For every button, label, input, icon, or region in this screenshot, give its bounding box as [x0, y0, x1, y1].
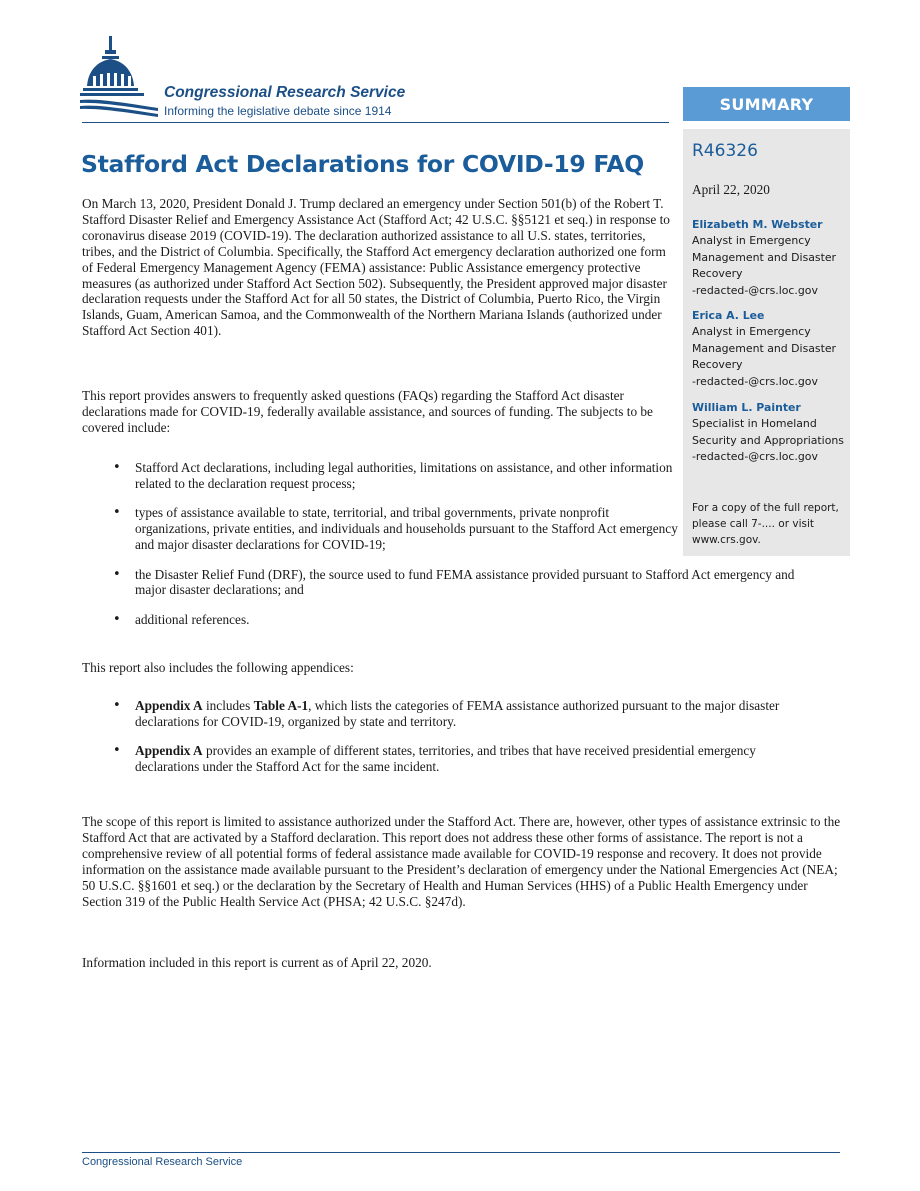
author-role: Specialist in Homeland Security and Appropriations — [692, 417, 844, 447]
report-date: April 22, 2020 — [692, 182, 770, 197]
appendix-label: Appendix A — [135, 698, 203, 713]
author-block — [692, 400, 844, 466]
org-name: Congressional Research Service — [164, 84, 406, 101]
author-role: Analyst in Emergency Management and Disaster Recovery — [692, 234, 837, 281]
author-email: -redacted-@crs.loc.gov — [692, 283, 818, 297]
list-item: • the Disaster Relief Fund (DRF), the source used to fund FEMA assistance provided pursuant to Stafford Act emergency and major disaster declarations; and — [82, 567, 795, 599]
appendix-label: Appendix A — [135, 743, 203, 759]
header-rule — [82, 122, 669, 123]
list-item: • Stafford Act declarations, including legal authorities, limitations on assistance, and other information related to the declaration request process; — [82, 460, 682, 492]
currency-paragraph: Information included in this report is current as of April 22, 2020. — [82, 955, 432, 970]
footer-text: Congressional Research Service — [82, 1156, 243, 1168]
list-item: • additional references. — [82, 612, 682, 628]
author-block — [692, 217, 844, 299]
list-text: provides an example of different states, territories, and tribes that have received presidential emergency declarations under the Stafford Act for the same incident. — [135, 743, 756, 775]
capitol-dome-icon — [80, 34, 160, 124]
author-name[interactable]: William L. Painter — [692, 401, 801, 414]
crs-logo — [80, 34, 480, 124]
summary-heading: SUMMARY — [683, 87, 850, 121]
intro-paragraph: On March 13, 2020, President Donald J. Trump declared an emergency under Section 501(b) of the Robert T. Stafford Disaster Relief and Emergency Assistance Act (Stafford Act; 42 U.S.C. §§5121 et seq.) in response to coronavirus disease 2019 (COVID-19). The declaration authorized assistance to all U.S. states, territories, tribes, and the District of Columbia. Specifically, the Stafford Act emergency declaration authorized one form of Federal Emergency Management Agency (FEMA) assistance: Public Assistance emergency protective measures (as authorized under Stafford Act Section 502). Subsequently, the President approved major disaster declaration requests under the Stafford Act for all 50 states, the District of Columbia, Puerto Rico, the Virgin Islands, Guam, American Samoa, and the Commonwealth of the Northern Mariana Islands (authorized under Stafford Act Section 401). — [82, 196, 670, 339]
scope-paragraph: The scope of this report is limited to assistance authorized under the Stafford Act. There are, however, other types of assistance extrinsic to the Stafford Act that are activated by a Stafford declaration. This report does not address these other forms of assistance. The report is not a comprehensive review of all potential forms of federal assistance made available for COVID-19 response and recovery. It does not provide information on the assistance made available pursuant to the President’s declaration of emergency under the National Emergencies Act (NEA; 50 U.S.C. §§1601 et seq.) or the declaration by the Secretary of Health and Human Services (HHS) of a Public Health Emergency under Section 319 of the Public Health Service Act (PHSA; 42 U.S.C. §247d). — [82, 814, 841, 909]
page-title: Stafford Act Declarations for COVID-19 FAQ — [81, 150, 644, 178]
list-item: • types of assistance available to state, territorial, and tribal governments, private nonprofit organizations, private entities, and individuals and households pursuant to the Stafford Act emergency and major disaster declarations for COVID-19; — [82, 505, 682, 553]
author-email: -redacted-@crs.loc.gov — [692, 450, 818, 464]
list-text: includes — [202, 698, 254, 713]
appendices-list — [82, 698, 802, 789]
author-block — [692, 308, 844, 390]
author-role: Analyst in Emergency Management and Disaster Recovery — [692, 325, 837, 372]
faq-paragraph: This report provides answers to frequently asked questions (FAQs) regarding the Stafford Act disaster declarations made for COVID-19, federally available assistance, and sources of funding. The subjects to be covered include: — [82, 388, 653, 435]
report-number: R46326 — [692, 141, 758, 161]
org-tagline: Informing the legislative debate since 1914 — [164, 104, 392, 118]
copy-note: For a copy of the full report, please call 7-.... or visit www.crs.gov. — [692, 502, 839, 547]
appendices-intro: This report also includes the following appendices: — [82, 660, 354, 675]
list-text: , which lists the categories of FEMA assistance authorized pursuant to the major disaster declarations for COVID-19, organized by state and territory. — [135, 698, 780, 729]
author-name[interactable]: Erica A. Lee — [692, 309, 765, 322]
author-name[interactable]: Elizabeth M. Webster — [692, 218, 823, 231]
list-item — [82, 698, 802, 730]
footer-rule — [82, 1152, 840, 1153]
author-email: -redacted-@crs.loc.gov — [692, 374, 818, 388]
list-item — [82, 743, 802, 775]
table-label: Table A-1 — [253, 698, 309, 713]
